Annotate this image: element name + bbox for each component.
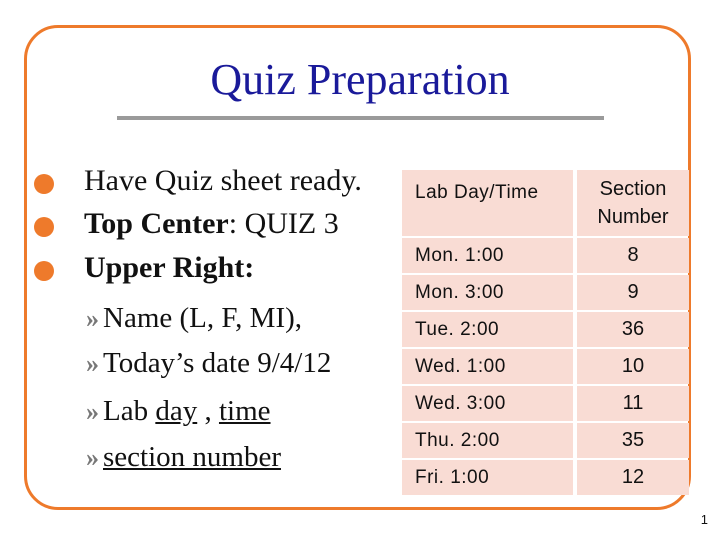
sub-bullet-lab-prefix: Lab bbox=[103, 395, 156, 427]
lab-schedule-table bbox=[398, 168, 693, 497]
sub-bullet-marker: » bbox=[86, 397, 99, 426]
header-number-word: Number bbox=[597, 206, 669, 228]
bullet-upper-right: Upper Right: bbox=[84, 251, 255, 284]
row-section: 36 bbox=[577, 312, 689, 347]
sub-bullet-marker: » bbox=[86, 349, 99, 378]
row-day-time: Wed. 1:00 bbox=[402, 349, 573, 384]
row-section: 11 bbox=[577, 386, 689, 421]
slide-title: Quiz Preparation bbox=[210, 55, 510, 104]
row-section: 35 bbox=[577, 423, 689, 458]
sub-bullet-section bbox=[86, 440, 281, 475]
row-day-time: Wed. 3:00 bbox=[402, 386, 573, 421]
table-row bbox=[402, 275, 689, 310]
sub-bullet-date bbox=[86, 346, 331, 381]
table-row bbox=[402, 312, 689, 347]
table-row bbox=[402, 349, 689, 384]
sub-bullet-lab-time: time bbox=[218, 395, 271, 427]
page-number: 1 bbox=[700, 512, 708, 527]
bullet-top-center-label: Top Center bbox=[84, 207, 229, 240]
header-lab-day-time: Lab Day/Time bbox=[402, 170, 573, 236]
sub-bullet-name-text: Name (L, F, MI), bbox=[103, 302, 303, 334]
row-section: 12 bbox=[577, 460, 689, 495]
table-row bbox=[402, 460, 689, 495]
sub-bullet-lab bbox=[86, 394, 271, 429]
row-day-time: Thu. 2:00 bbox=[402, 423, 573, 458]
bullet-top-center bbox=[84, 207, 339, 241]
table-row bbox=[402, 386, 689, 421]
row-day-time: Fri. 1:00 bbox=[402, 460, 573, 495]
row-day-time: Mon. 3:00 bbox=[402, 275, 573, 310]
bullet-dot bbox=[34, 261, 54, 281]
row-section: 9 bbox=[577, 275, 689, 310]
sub-bullet-name bbox=[86, 301, 302, 336]
header-section-number bbox=[577, 170, 689, 236]
sub-bullet-lab-day: day bbox=[155, 395, 198, 427]
row-section: 10 bbox=[577, 349, 689, 384]
row-day-time: Tue. 2:00 bbox=[402, 312, 573, 347]
bullet-dot bbox=[34, 174, 54, 194]
header-section-word: Section bbox=[599, 178, 667, 200]
sub-bullet-marker: » bbox=[86, 304, 99, 333]
table-row bbox=[402, 423, 689, 458]
row-day-time: Mon. 1:00 bbox=[402, 238, 573, 273]
sub-bullet-section-text: section number bbox=[103, 441, 281, 473]
sub-bullet-marker: » bbox=[86, 443, 99, 472]
sub-bullet-lab-sep: , bbox=[197, 395, 219, 427]
table-row bbox=[402, 238, 689, 273]
row-section: 8 bbox=[577, 238, 689, 273]
table-header-row bbox=[402, 170, 689, 236]
bullet-dot bbox=[34, 217, 54, 237]
title-divider bbox=[117, 116, 604, 120]
bullet-top-center-value: : QUIZ 3 bbox=[228, 207, 339, 240]
bullet-have-quiz-sheet: Have Quiz sheet ready. bbox=[84, 164, 362, 197]
sub-bullet-date-text: Today’s date 9/4/12 bbox=[103, 347, 332, 379]
